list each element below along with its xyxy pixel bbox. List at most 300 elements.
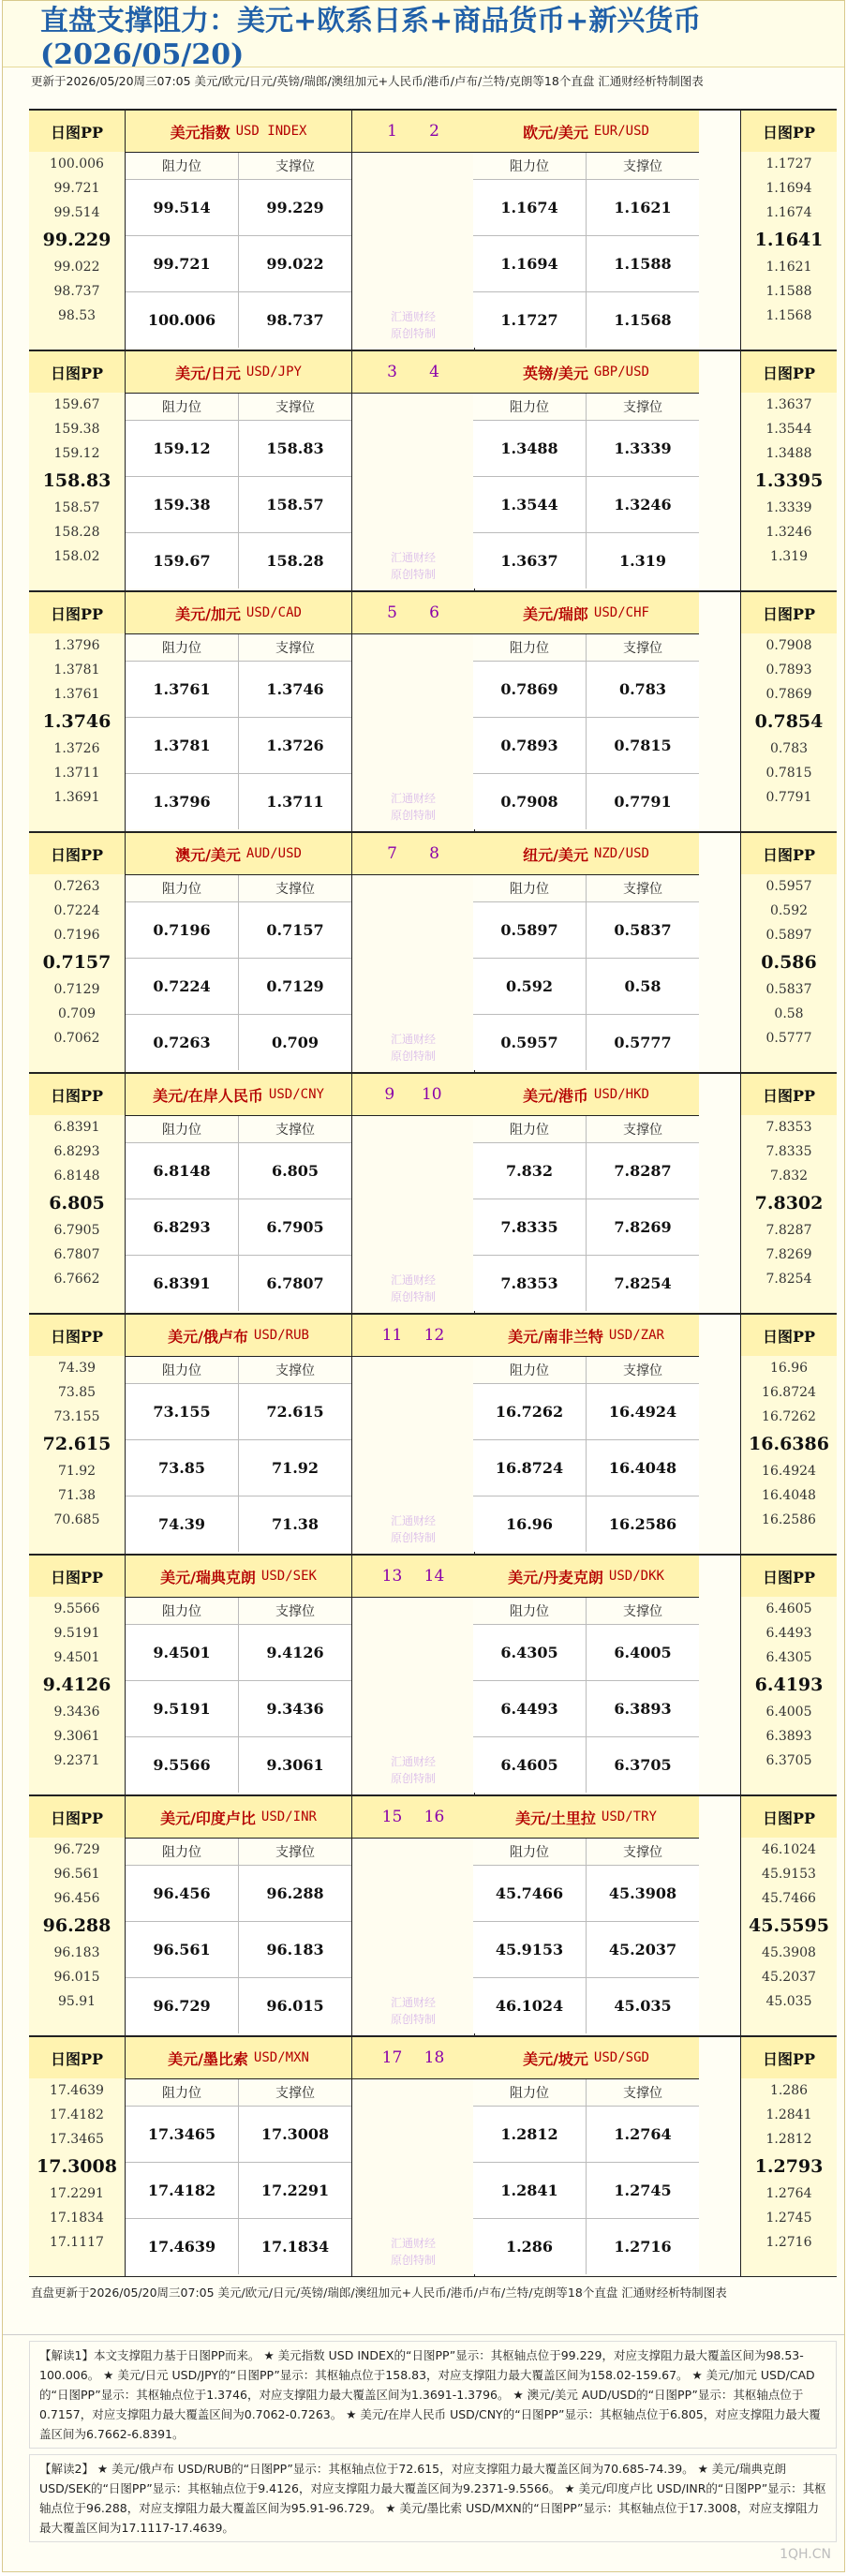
pp-level-value: 0.7062	[53, 1031, 100, 1046]
right-pair-table	[473, 1796, 699, 2033]
watermark-line: 原创特制	[390, 1531, 436, 1544]
left-pp-column	[29, 1315, 126, 1554]
right-pp-column	[740, 351, 837, 590]
pp-level-value: 99.721	[53, 181, 100, 196]
pp-level-value: 16.4048	[762, 1488, 816, 1503]
pp-level-value: 7.8335	[765, 1144, 812, 1159]
pp-level-value: 17.1117	[50, 2235, 104, 2250]
resistance-value: 9.4501	[126, 1625, 238, 1680]
level-row	[473, 421, 699, 477]
column-headers	[473, 1598, 699, 1625]
pair-number: 13	[381, 1567, 403, 1586]
pp-level-value: 9.3061	[53, 1729, 100, 1744]
pp-level-value: 71.38	[57, 1488, 97, 1503]
pair-number: 14	[424, 1567, 445, 1586]
level-row	[126, 1737, 351, 1793]
pp-level-value: 7.8269	[765, 1247, 812, 1262]
support-value: 16.2586	[586, 1496, 699, 1552]
column-headers	[473, 1357, 699, 1384]
pp-level-value: 1.1674	[765, 205, 812, 220]
resistance-value: 1.2812	[473, 2107, 586, 2162]
resistance-value: 99.721	[126, 236, 238, 291]
pp-level-value: 96.561	[53, 1867, 100, 1882]
pp-level-value: 0.7893	[765, 663, 812, 678]
middle-index-column	[351, 111, 475, 350]
support-value: 6.3893	[586, 1681, 699, 1736]
support-value: 9.4126	[238, 1625, 351, 1680]
pivot-value: 1.1641	[754, 230, 824, 250]
pair-code: USD/CNY	[268, 1087, 324, 1102]
pair-code: AUD/USD	[245, 846, 302, 861]
pp-level-value: 159.67	[53, 397, 100, 412]
pp-level-value: 73.85	[57, 1385, 97, 1400]
pp-level-value: 16.7262	[762, 1409, 816, 1424]
pp-level-value: 0.592	[769, 903, 809, 918]
column-headers	[126, 153, 351, 180]
right-pp-column	[740, 1556, 837, 1794]
pair-cn-name: 美元/港币	[523, 1086, 588, 1105]
pp-level-value: 9.5566	[53, 1601, 100, 1616]
left-pp-column	[29, 111, 126, 350]
pair-block	[29, 1073, 837, 1314]
support-value: 72.615	[238, 1384, 351, 1439]
pair-numbers	[352, 1074, 474, 1116]
pair-code: USD/JPY	[245, 365, 302, 380]
pivot-value: 72.615	[42, 1434, 111, 1454]
pair-number: 15	[381, 1808, 403, 1826]
watermark-line: 汇通财经	[390, 551, 436, 564]
pair-block	[29, 1795, 837, 2036]
pp-level-value: 0.709	[57, 1006, 97, 1021]
pp-level-value: 1.3488	[765, 446, 812, 461]
pp-level-value: 71.92	[57, 1464, 97, 1479]
level-row	[126, 292, 351, 348]
pp-level-value: 45.2037	[762, 1970, 816, 1985]
level-row	[126, 2219, 351, 2274]
pp-level-value: 17.2291	[50, 2186, 104, 2201]
pair-code: USD/INR	[260, 1809, 317, 1824]
pair-cn-name: 美元/瑞郎	[523, 604, 588, 623]
resistance-header: 阻力位	[126, 394, 238, 420]
pair-cn-name: 美元/俄卢布	[168, 1327, 248, 1346]
support-value: 158.83	[238, 421, 351, 476]
pair-cn-name: 美元/南非兰特	[508, 1327, 603, 1346]
watermark-text	[352, 308, 474, 342]
resistance-header: 阻力位	[473, 2079, 586, 2106]
pair-code: USD/MXN	[253, 2050, 309, 2065]
pp-level-value: 17.3465	[50, 2132, 104, 2147]
pair-name	[126, 1074, 351, 1116]
level-row	[473, 1015, 699, 1070]
resistance-value: 1.1674	[473, 180, 586, 235]
pp-header: 日图PP	[29, 2037, 125, 2078]
support-header: 支撑位	[238, 1839, 351, 1865]
watermark-line: 汇通财经	[390, 1996, 436, 2009]
support-value: 0.7791	[586, 774, 699, 829]
pair-numbers	[352, 1315, 474, 1357]
column-headers	[126, 2079, 351, 2107]
watermark-line: 原创特制	[390, 1290, 436, 1303]
pair-numbers	[352, 1796, 474, 1839]
left-pair-table	[126, 833, 351, 1070]
left-pair-table	[126, 1315, 351, 1552]
pair-block	[29, 591, 837, 832]
pair-number: 5	[387, 603, 397, 622]
pp-level-value: 98.737	[53, 284, 100, 299]
level-row	[126, 236, 351, 292]
pair-numbers	[352, 592, 474, 634]
level-row	[126, 1625, 351, 1681]
level-row	[473, 1922, 699, 1978]
level-row	[473, 1199, 699, 1256]
resistance-header: 阻力位	[473, 875, 586, 901]
pair-name	[473, 1556, 699, 1598]
right-pair-table	[473, 1556, 699, 1793]
pp-header: 日图PP	[29, 592, 125, 633]
pp-header: 日图PP	[741, 592, 837, 633]
level-row	[473, 236, 699, 292]
level-row	[473, 1737, 699, 1793]
support-header: 支撑位	[238, 394, 351, 420]
watermark-line: 原创特制	[390, 2013, 436, 2026]
left-pair-table	[126, 1796, 351, 2033]
resistance-value: 7.832	[473, 1143, 586, 1199]
pair-name	[126, 1556, 351, 1598]
pair-name	[126, 111, 351, 153]
pair-code: USD/TRY	[601, 1809, 657, 1824]
resistance-header: 阻力位	[126, 1839, 238, 1865]
support-value: 1.3711	[238, 774, 351, 829]
pp-level-value: 158.02	[53, 549, 100, 564]
pp-level-value: 1.2745	[765, 2211, 812, 2226]
support-value: 7.8254	[586, 1256, 699, 1311]
level-row	[473, 774, 699, 829]
pair-name	[473, 1315, 699, 1357]
level-row	[473, 718, 699, 774]
pp-level-value: 96.729	[53, 1842, 100, 1857]
pp-level-value: 159.38	[53, 422, 100, 437]
support-value: 96.015	[238, 1978, 351, 2033]
level-row	[126, 533, 351, 588]
pp-level-value: 0.5957	[765, 879, 812, 894]
support-header: 支撑位	[586, 1116, 699, 1142]
resistance-value: 6.8148	[126, 1143, 238, 1199]
support-value: 0.5837	[586, 902, 699, 958]
pair-name	[126, 2037, 351, 2079]
pp-level-value: 1.1727	[765, 156, 812, 171]
pair-cn-name: 纽元/美元	[523, 845, 588, 864]
pp-level-value: 1.3761	[53, 687, 100, 702]
pair-code: EUR/USD	[593, 124, 649, 139]
pp-header: 日图PP	[741, 1796, 837, 1838]
resistance-value: 74.39	[126, 1496, 238, 1552]
level-row	[126, 1199, 351, 1256]
right-pair-table	[473, 111, 699, 348]
resistance-header: 阻力位	[126, 634, 238, 661]
column-headers	[473, 1116, 699, 1143]
support-value: 9.3436	[238, 1681, 351, 1736]
resistance-header: 阻力位	[126, 1598, 238, 1624]
right-pair-table	[473, 833, 699, 1070]
watermark-line: 原创特制	[390, 809, 436, 822]
resistance-header: 阻力位	[473, 153, 586, 179]
pp-header: 日图PP	[741, 351, 837, 393]
support-header: 支撑位	[586, 2079, 699, 2106]
pair-numbers	[352, 111, 474, 153]
pp-level-value: 45.7466	[762, 1891, 816, 1906]
pair-cn-name: 美元/日元	[175, 364, 241, 382]
pp-level-value: 96.183	[53, 1945, 100, 1960]
watermark-text	[352, 1512, 474, 1546]
watermark-text	[352, 1753, 474, 1787]
resistance-value: 6.8391	[126, 1256, 238, 1311]
level-row	[473, 2163, 699, 2219]
level-row	[126, 1978, 351, 2033]
right-pp-column	[740, 1796, 837, 2035]
right-pp-column	[740, 592, 837, 831]
pair-numbers	[352, 833, 474, 875]
level-row	[473, 1384, 699, 1440]
pivot-value: 6.4193	[754, 1675, 824, 1695]
level-row	[126, 1866, 351, 1922]
left-pp-column	[29, 592, 126, 831]
pp-level-value: 1.2716	[765, 2235, 812, 2250]
level-row	[473, 477, 699, 533]
pp-header: 日图PP	[741, 1074, 837, 1115]
pp-level-value: 0.7196	[53, 928, 100, 943]
pair-block	[29, 832, 837, 1073]
right-pp-column	[740, 2037, 837, 2276]
level-row	[126, 2107, 351, 2163]
resistance-value: 6.8293	[126, 1199, 238, 1255]
resistance-header: 阻力位	[473, 1357, 586, 1383]
resistance-header: 阻力位	[126, 1116, 238, 1142]
pair-cn-name: 澳元/美元	[175, 845, 241, 864]
level-row	[473, 662, 699, 718]
pp-level-value: 1.3637	[765, 397, 812, 412]
pp-level-value: 0.5837	[765, 982, 812, 997]
note-2: 【解读2】 ★ 美元/俄卢布 USD/RUB的“日图PP”显示：其枢轴点位于72.615，对应支撑阻力最大覆盖区间为70.685-74.39。 ★ 美元/瑞典克朗 USD/SEK的“日图PP”显示：其枢轴点位于9.4126，对应支撑阻力最大覆盖区间为9.2371-9.5566。 ★ 美元/印度卢比 USD/INR的“日图PP”显示：其枢轴点位于96.288，对应支撑阻力最大覆盖区间为95.91-96.729。 ★ 美元/墨比索 USD/MXN的“日图PP”显示：其枢轴点位于17.3008，对应支撑阻力最大覆盖区间为17.1117-17.4639。	[29, 2454, 837, 2542]
support-value: 7.8269	[586, 1199, 699, 1255]
watermark-line: 原创特制	[390, 568, 436, 581]
watermark-line: 汇通财经	[390, 1033, 436, 1046]
pair-code: USD/DKK	[608, 1569, 664, 1584]
level-row	[126, 180, 351, 236]
pp-level-value: 16.4924	[762, 1464, 816, 1479]
column-headers	[473, 634, 699, 662]
pp-level-value: 95.91	[57, 1994, 97, 2009]
resistance-header: 阻力位	[473, 1116, 586, 1142]
support-header: 支撑位	[586, 1598, 699, 1624]
pivot-value: 96.288	[42, 1915, 111, 1936]
pp-level-value: 9.3436	[53, 1705, 100, 1720]
support-header: 支撑位	[238, 1357, 351, 1383]
middle-index-column	[351, 351, 475, 590]
resistance-value: 0.7196	[126, 902, 238, 958]
level-row	[126, 1256, 351, 1311]
resistance-value: 17.4639	[126, 2219, 238, 2274]
support-value: 158.28	[238, 533, 351, 588]
left-pair-table	[126, 2037, 351, 2274]
watermark-text	[352, 2235, 474, 2269]
resistance-value: 100.006	[126, 292, 238, 348]
pp-level-value: 100.006	[50, 156, 104, 171]
support-value: 6.3705	[586, 1737, 699, 1793]
pp-level-value: 0.5897	[765, 928, 812, 943]
level-row	[473, 2107, 699, 2163]
support-value: 158.57	[238, 477, 351, 532]
level-row	[126, 1496, 351, 1552]
support-header: 支撑位	[238, 1598, 351, 1624]
pp-level-value: 0.5777	[765, 1031, 812, 1046]
pp-level-value: 1.286	[769, 2083, 809, 2098]
left-pp-column	[29, 351, 126, 590]
level-row	[473, 533, 699, 588]
pp-level-value: 1.3246	[765, 525, 812, 540]
pp-level-value: 1.3781	[53, 663, 100, 678]
level-row	[126, 1384, 351, 1440]
support-value: 16.4924	[586, 1384, 699, 1439]
resistance-value: 1.2841	[473, 2163, 586, 2218]
resistance-value: 6.4493	[473, 1681, 586, 1736]
level-row	[126, 421, 351, 477]
level-row	[473, 1143, 699, 1199]
watermark-line: 汇通财经	[390, 792, 436, 805]
level-row	[473, 1866, 699, 1922]
right-pp-column	[740, 111, 837, 350]
pair-number: 2	[429, 122, 439, 141]
pivot-value: 6.805	[49, 1193, 105, 1214]
pp-level-value: 98.53	[57, 308, 97, 323]
pp-level-value: 6.8148	[53, 1169, 100, 1184]
resistance-value: 1.3761	[126, 662, 238, 717]
resistance-header: 阻力位	[473, 1598, 586, 1624]
support-header: 支撑位	[586, 394, 699, 420]
watermark-line: 原创特制	[390, 1050, 436, 1063]
resistance-value: 9.5191	[126, 1681, 238, 1736]
resistance-value: 0.7263	[126, 1015, 238, 1070]
resistance-value: 7.8335	[473, 1199, 586, 1255]
level-row	[473, 1496, 699, 1552]
support-value: 1.2764	[586, 2107, 699, 2162]
pair-name	[126, 1796, 351, 1839]
watermark-text	[352, 790, 474, 824]
pair-name	[473, 1796, 699, 1839]
pivot-value: 1.3395	[754, 470, 824, 491]
column-headers	[473, 394, 699, 421]
pivot-value: 1.3746	[42, 711, 111, 732]
pp-header: 日图PP	[29, 1315, 125, 1356]
resistance-value: 6.4605	[473, 1737, 586, 1793]
pp-header: 日图PP	[29, 1074, 125, 1115]
pp-header: 日图PP	[741, 1556, 837, 1597]
level-row	[126, 477, 351, 533]
support-header: 支撑位	[238, 1116, 351, 1142]
pair-name	[126, 351, 351, 394]
pair-number: 4	[429, 363, 439, 381]
resistance-value: 17.3465	[126, 2107, 238, 2162]
watermark-line: 汇通财经	[390, 1514, 436, 1527]
pp-level-value: 7.832	[769, 1169, 809, 1184]
column-headers	[473, 875, 699, 902]
pp-level-value: 7.8287	[765, 1223, 812, 1238]
pivot-value: 9.4126	[42, 1675, 111, 1695]
support-header: 支撑位	[238, 634, 351, 661]
pp-level-value: 17.1834	[50, 2211, 104, 2226]
column-headers	[473, 153, 699, 180]
right-pp-column	[740, 833, 837, 1072]
left-pair-table	[126, 111, 351, 348]
pair-number: 11	[381, 1326, 403, 1345]
support-value: 99.229	[238, 180, 351, 235]
pp-level-value: 6.8293	[53, 1144, 100, 1159]
pair-cn-name: 美元/加元	[175, 604, 241, 623]
watermark-line: 原创特制	[390, 1772, 436, 1785]
pp-level-value: 0.7224	[53, 903, 100, 918]
pp-level-value: 1.2841	[765, 2107, 812, 2122]
resistance-value: 0.5897	[473, 902, 586, 958]
level-row	[473, 292, 699, 348]
pair-name	[473, 592, 699, 634]
pair-block	[29, 350, 837, 591]
column-headers	[126, 1116, 351, 1143]
pair-number: 12	[424, 1326, 445, 1345]
pair-number: 1	[387, 122, 397, 141]
pp-header: 日图PP	[29, 833, 125, 874]
pair-cn-name: 美元/丹麦克朗	[508, 1568, 603, 1586]
pp-level-value: 6.3893	[765, 1729, 812, 1744]
support-value: 0.5777	[586, 1015, 699, 1070]
pp-level-value: 45.035	[765, 1994, 812, 2009]
pair-numbers	[352, 2037, 474, 2079]
pp-level-value: 6.3705	[765, 1753, 812, 1768]
pp-level-value: 1.2812	[765, 2132, 812, 2147]
pair-numbers	[352, 1556, 474, 1598]
resistance-value: 9.5566	[126, 1737, 238, 1793]
column-headers	[126, 1839, 351, 1866]
support-value: 17.3008	[238, 2107, 351, 2162]
left-pp-column	[29, 2037, 126, 2276]
pair-cn-name: 美元/在岸人民币	[153, 1086, 263, 1105]
level-row	[126, 2163, 351, 2219]
resistance-value: 16.96	[473, 1496, 586, 1552]
right-pp-column	[740, 1074, 837, 1313]
support-value: 45.3908	[586, 1866, 699, 1921]
level-row	[473, 902, 699, 959]
support-value: 71.92	[238, 1440, 351, 1496]
pair-code: USD/ZAR	[608, 1328, 664, 1343]
pp-level-value: 73.155	[53, 1409, 100, 1424]
resistance-value: 1.3637	[473, 533, 586, 588]
pp-level-value: 96.015	[53, 1970, 100, 1985]
support-value: 0.7129	[238, 959, 351, 1014]
pp-level-value: 16.2586	[762, 1512, 816, 1527]
level-row	[473, 1681, 699, 1737]
level-row	[473, 1978, 699, 2033]
support-value: 98.737	[238, 292, 351, 348]
left-pp-column	[29, 1796, 126, 2035]
left-pair-table	[126, 351, 351, 588]
pivot-value: 45.5595	[749, 1915, 829, 1936]
column-headers	[126, 634, 351, 662]
resistance-value: 45.7466	[473, 1866, 586, 1921]
middle-index-column	[351, 833, 475, 1072]
pp-level-value: 6.4605	[765, 1601, 812, 1616]
support-value: 1.3339	[586, 421, 699, 476]
support-value: 17.1834	[238, 2219, 351, 2274]
pp-level-value: 1.3726	[53, 741, 100, 756]
resistance-value: 0.7893	[473, 718, 586, 773]
